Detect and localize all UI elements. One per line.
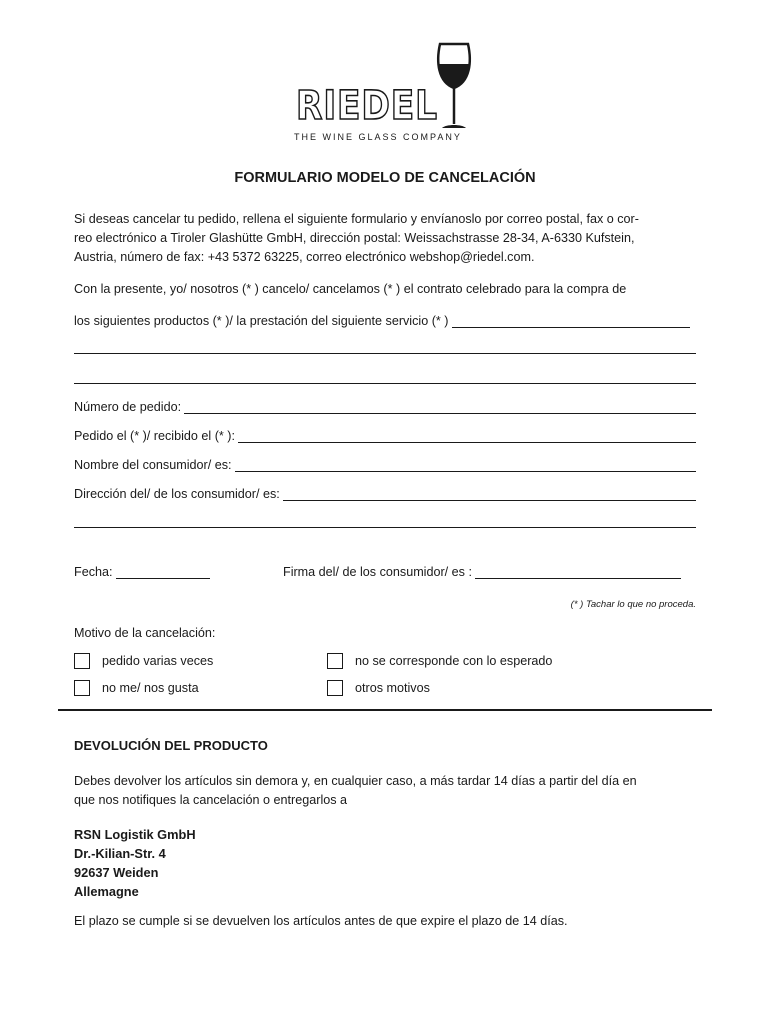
consumer-name-field[interactable] [235, 458, 697, 472]
consumer-address-row [74, 483, 696, 501]
return-line: Debes devolver los artículos sin demora y, en cualquier caso, a más tardar 14 días a partir del día en [74, 774, 637, 788]
checkbox[interactable] [327, 653, 343, 669]
return-heading: DEVOLUCIÓN DEL PRODUCTO [74, 738, 268, 753]
intro-paragraph [74, 210, 699, 267]
order-number-label: Número de pedido: [74, 400, 182, 414]
reason-option-label: no me/ nos gusta [102, 681, 199, 695]
address-line: Allemagne [74, 884, 139, 899]
consumer-address-label: Dirección del/ de los consumidor/ es: [74, 487, 280, 501]
reason-option[interactable] [74, 680, 199, 696]
intro-line: Si deseas cancelar tu pedido, rellena el siguiente formulario y envíanoslo por correo postal, fax o cor- [74, 212, 639, 226]
consumer-name-row [74, 454, 696, 472]
checkbox[interactable] [327, 680, 343, 696]
return-address [74, 825, 196, 901]
signature-row [283, 561, 681, 579]
riedel-logo [292, 42, 482, 146]
page-title: FORMULARIO MODELO DE CANCELACIÓN [234, 170, 536, 186]
return-line: que nos notifiques la cancelación o entregarlos a [74, 793, 348, 807]
order-number-field[interactable] [184, 400, 696, 414]
products-field[interactable] [452, 314, 691, 328]
reason-option[interactable] [327, 653, 552, 669]
reason-option-label: otros motivos [355, 681, 430, 695]
reason-option[interactable] [327, 680, 430, 696]
checkbox[interactable] [74, 680, 90, 696]
logo-wordmark: RIEDEL [296, 83, 438, 129]
reason-option-label: no se corresponde con lo esperado [355, 654, 553, 668]
intro-line: reo electrónico a Tiroler Glashütte GmbH, dirección postal: Weissachstrasse 28-34, A-6330 Kufstein, [74, 231, 635, 245]
products-row [74, 310, 690, 328]
date-label: Fecha: [74, 565, 113, 579]
blank-line[interactable] [74, 353, 696, 354]
address-line: Dr.-Kilian-Str. 4 [74, 846, 166, 861]
order-number-row [74, 396, 696, 414]
wine-glass-icon [434, 42, 474, 132]
blank-line[interactable] [74, 527, 696, 528]
signature-label: Firma del/ de los consumidor/ es : [283, 565, 472, 579]
return-paragraph [74, 772, 699, 810]
checkbox[interactable] [74, 653, 90, 669]
reason-option-label: pedido varias veces [102, 654, 214, 668]
ordered-received-row [74, 425, 696, 443]
section-divider [58, 709, 712, 711]
address-line: 92637 Weiden [74, 865, 159, 880]
footnote: (* ) Tachar lo que no proceda. [570, 599, 696, 610]
blank-line[interactable] [74, 383, 696, 384]
ordered-received-field[interactable] [238, 429, 696, 443]
intro-line: Austria, número de fax: +43 5372 63225, correo electrónico webshop@riedel.com. [74, 250, 535, 264]
address-line: RSN Logistik GmbH [74, 827, 196, 842]
deadline-text: El plazo se cumple si se devuelven los artículos antes de que expire el plazo de 14 días. [74, 914, 568, 928]
ordered-received-label: Pedido el (* )/ recibido el (* ): [74, 429, 235, 443]
consumer-address-field[interactable] [283, 487, 696, 501]
reason-option[interactable] [74, 653, 213, 669]
signature-field[interactable] [475, 565, 681, 579]
statement-line-1: Con la presente, yo/ nosotros (* ) cancelo/ cancelamos (* ) el contrato celebrado para la compra de [74, 282, 627, 296]
consumer-name-label: Nombre del consumidor/ es: [74, 458, 232, 472]
reason-label: Motivo de la cancelación: [74, 626, 216, 640]
logo-tagline: THE WINE GLASS COMPANY [294, 132, 462, 142]
date-row [74, 561, 210, 579]
products-label: los siguientes productos (* )/ la prestación del siguiente servicio (* ) [74, 314, 449, 328]
date-field[interactable] [116, 565, 210, 579]
